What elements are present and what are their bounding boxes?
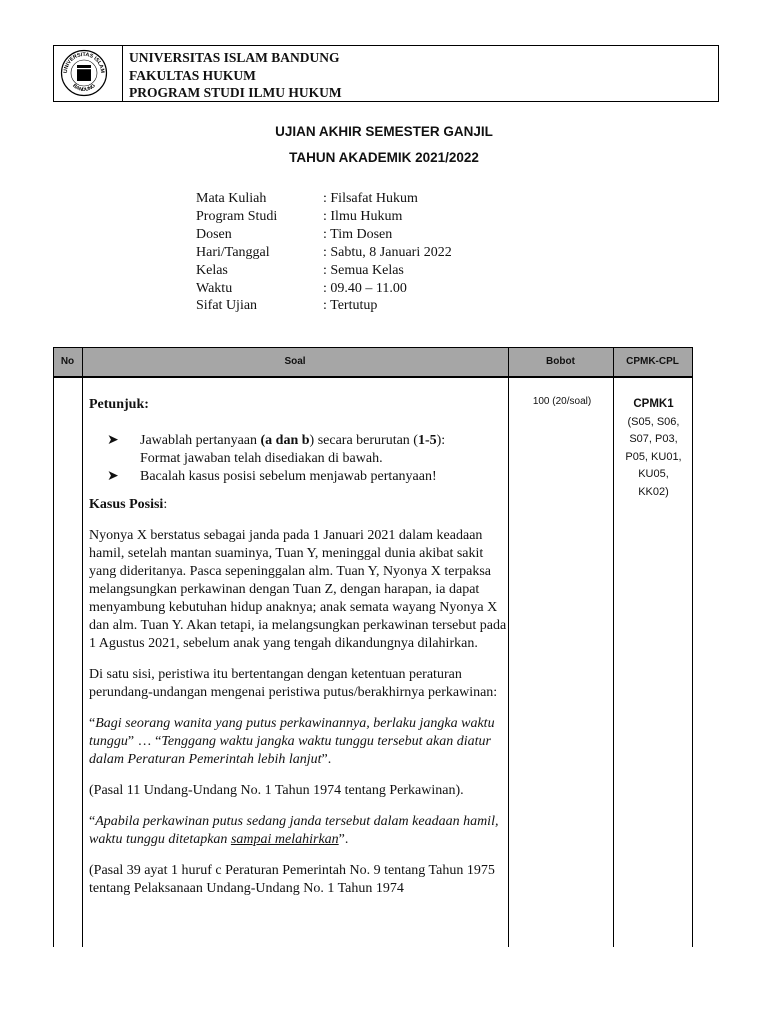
instruction-item (89, 432, 509, 468)
arrow-bullet-icon: ➤ (107, 469, 119, 484)
header-no: No (60, 356, 75, 367)
case-paragraph: Nyonya X berstatus sebagai janda pada 1 Januari 2021 dalam keadaan hamil, setelah mantan suaminya, Tuan Y, meninggal dunia akibat sakit yang dideritanya. Pasca sepeninggalan alm. Tuan Y, Nyonya X terpaksa melangsungkan perkawinan dengan Tuan Z, dengan harapan, ia dapat menyambung kebutuhan hidup anaknya; anak semata wayang Nyonya X dan alm. Tuan Y. Akan tetapi, ia melangsungkan perkawinan tersebut pada 1 Agustus 2021, sebelum anak yang tengah dikandungnya dilahirkan. (89, 528, 507, 651)
header-divider (122, 46, 123, 101)
info-label: Dosen (196, 226, 232, 242)
legal-citation: (Pasal 11 Undang-Undang No. 1 Tahun 1974 tentang Perkawinan). (89, 783, 464, 798)
instruction-item (89, 468, 509, 486)
bobot-value: 100 (20/soal) (532, 396, 592, 407)
university-name: UNIVERSITAS ISLAM BANDUNG (129, 50, 340, 65)
legal-quote: “Apabila perkawinan putus sedang janda tersebut dalam keadaan hamil, waktu tunggu ditetapkan sampai melahirkan”. (89, 814, 499, 847)
info-label: Sifat Ujian (196, 298, 258, 314)
info-row-time (196, 280, 452, 298)
info-row-class (196, 262, 452, 280)
instruction-text: Jawablah pertanyaan (a dan b) secara berurutan (1-5): Format jawaban telah disediakan di bawah. (140, 433, 446, 466)
table-border-top (53, 347, 693, 348)
kasus-posisi-heading: Kasus Posisi: (89, 497, 168, 512)
program-name: PROGRAM STUDI ILMU HUKUM (129, 85, 342, 100)
header-cpmk: CPMK-CPL (626, 356, 679, 367)
arrow-bullet-icon: ➤ (107, 433, 119, 448)
info-label: Mata Kuliah (196, 191, 267, 206)
info-row-lecturer (196, 226, 452, 244)
info-label: Kelas (196, 262, 228, 278)
cpmk-code-line: KK02) (638, 485, 669, 498)
university-seal-logo (60, 49, 108, 97)
exam-info (196, 190, 452, 315)
table-border-left (53, 347, 54, 947)
header-soal: Soal (284, 356, 306, 367)
instruction-text: Bacalah kasus posisi sebelum menjawab pertanyaan! (140, 469, 437, 484)
info-value: : 09.40 – 11.00 (323, 280, 407, 296)
info-value: : Semua Kelas (323, 262, 404, 278)
cpmk-code-line: P05, KU01, (625, 450, 682, 463)
legal-quote: “Bagi seorang wanita yang putus perkawinannya, berlaku jangka waktu tunggu” … “Tenggang waktu jangka waktu tunggu tersebut akan diatur dalam Peraturan Pemerintah lebih lanjut”. (89, 716, 495, 767)
header-text-block (129, 49, 342, 102)
column-divider-no (82, 347, 83, 947)
header-bobot: Bobot (546, 356, 575, 367)
question-content (89, 396, 509, 898)
info-label: Hari/Tanggal (196, 244, 270, 260)
header-bottom-border (53, 377, 693, 378)
info-row-program (196, 208, 452, 226)
svg-text:BANDUNG: BANDUNG (71, 82, 97, 94)
info-value: : Sabtu, 8 Januari 2022 (323, 244, 452, 260)
cpmk-title: CPMK1 (633, 398, 674, 410)
info-value: : Tertutup (323, 298, 378, 314)
info-row-course (196, 190, 452, 208)
academic-year-title: TAHUN AKADEMIK 2021/2022 (289, 150, 479, 165)
svg-text:UNIVERSITAS ISLAM: UNIVERSITAS ISLAM (62, 51, 106, 74)
university-header (53, 45, 719, 102)
cpmk-code-line: (S05, S06, (627, 415, 680, 428)
cpmk-code-line: KU05, (638, 468, 669, 480)
info-value: : Tim Dosen (323, 226, 393, 242)
info-label: Program Studi (196, 208, 278, 224)
info-row-exam-type (196, 297, 452, 315)
petunjuk-heading: Petunjuk: (89, 397, 149, 412)
cpmk-cell (614, 396, 693, 501)
cpmk-code-line: S07, P03, (629, 433, 678, 445)
context-paragraph: Di satu sisi, peristiwa itu bertentangan dengan ketentuan peraturan perundang-undangan mengenai peristiwa putus/berakhirnya perkawinan: (89, 667, 498, 700)
info-value: : Ilmu Hukum (323, 208, 403, 224)
faculty-name: FAKULTAS HUKUM (129, 67, 256, 83)
info-label: Waktu (196, 280, 233, 296)
info-value: : Filsafat Hukum (323, 191, 418, 206)
exam-title: UJIAN AKHIR SEMESTER GANJIL (275, 124, 493, 139)
info-row-date (196, 244, 452, 262)
question-table (53, 347, 693, 947)
legal-citation: (Pasal 39 ayat 1 huruf c Peraturan Pemerintah No. 9 tentang Tahun 1975 tentang Pelaksanaan Undang-Undang No. 1 Tahun 1974 (89, 863, 495, 896)
